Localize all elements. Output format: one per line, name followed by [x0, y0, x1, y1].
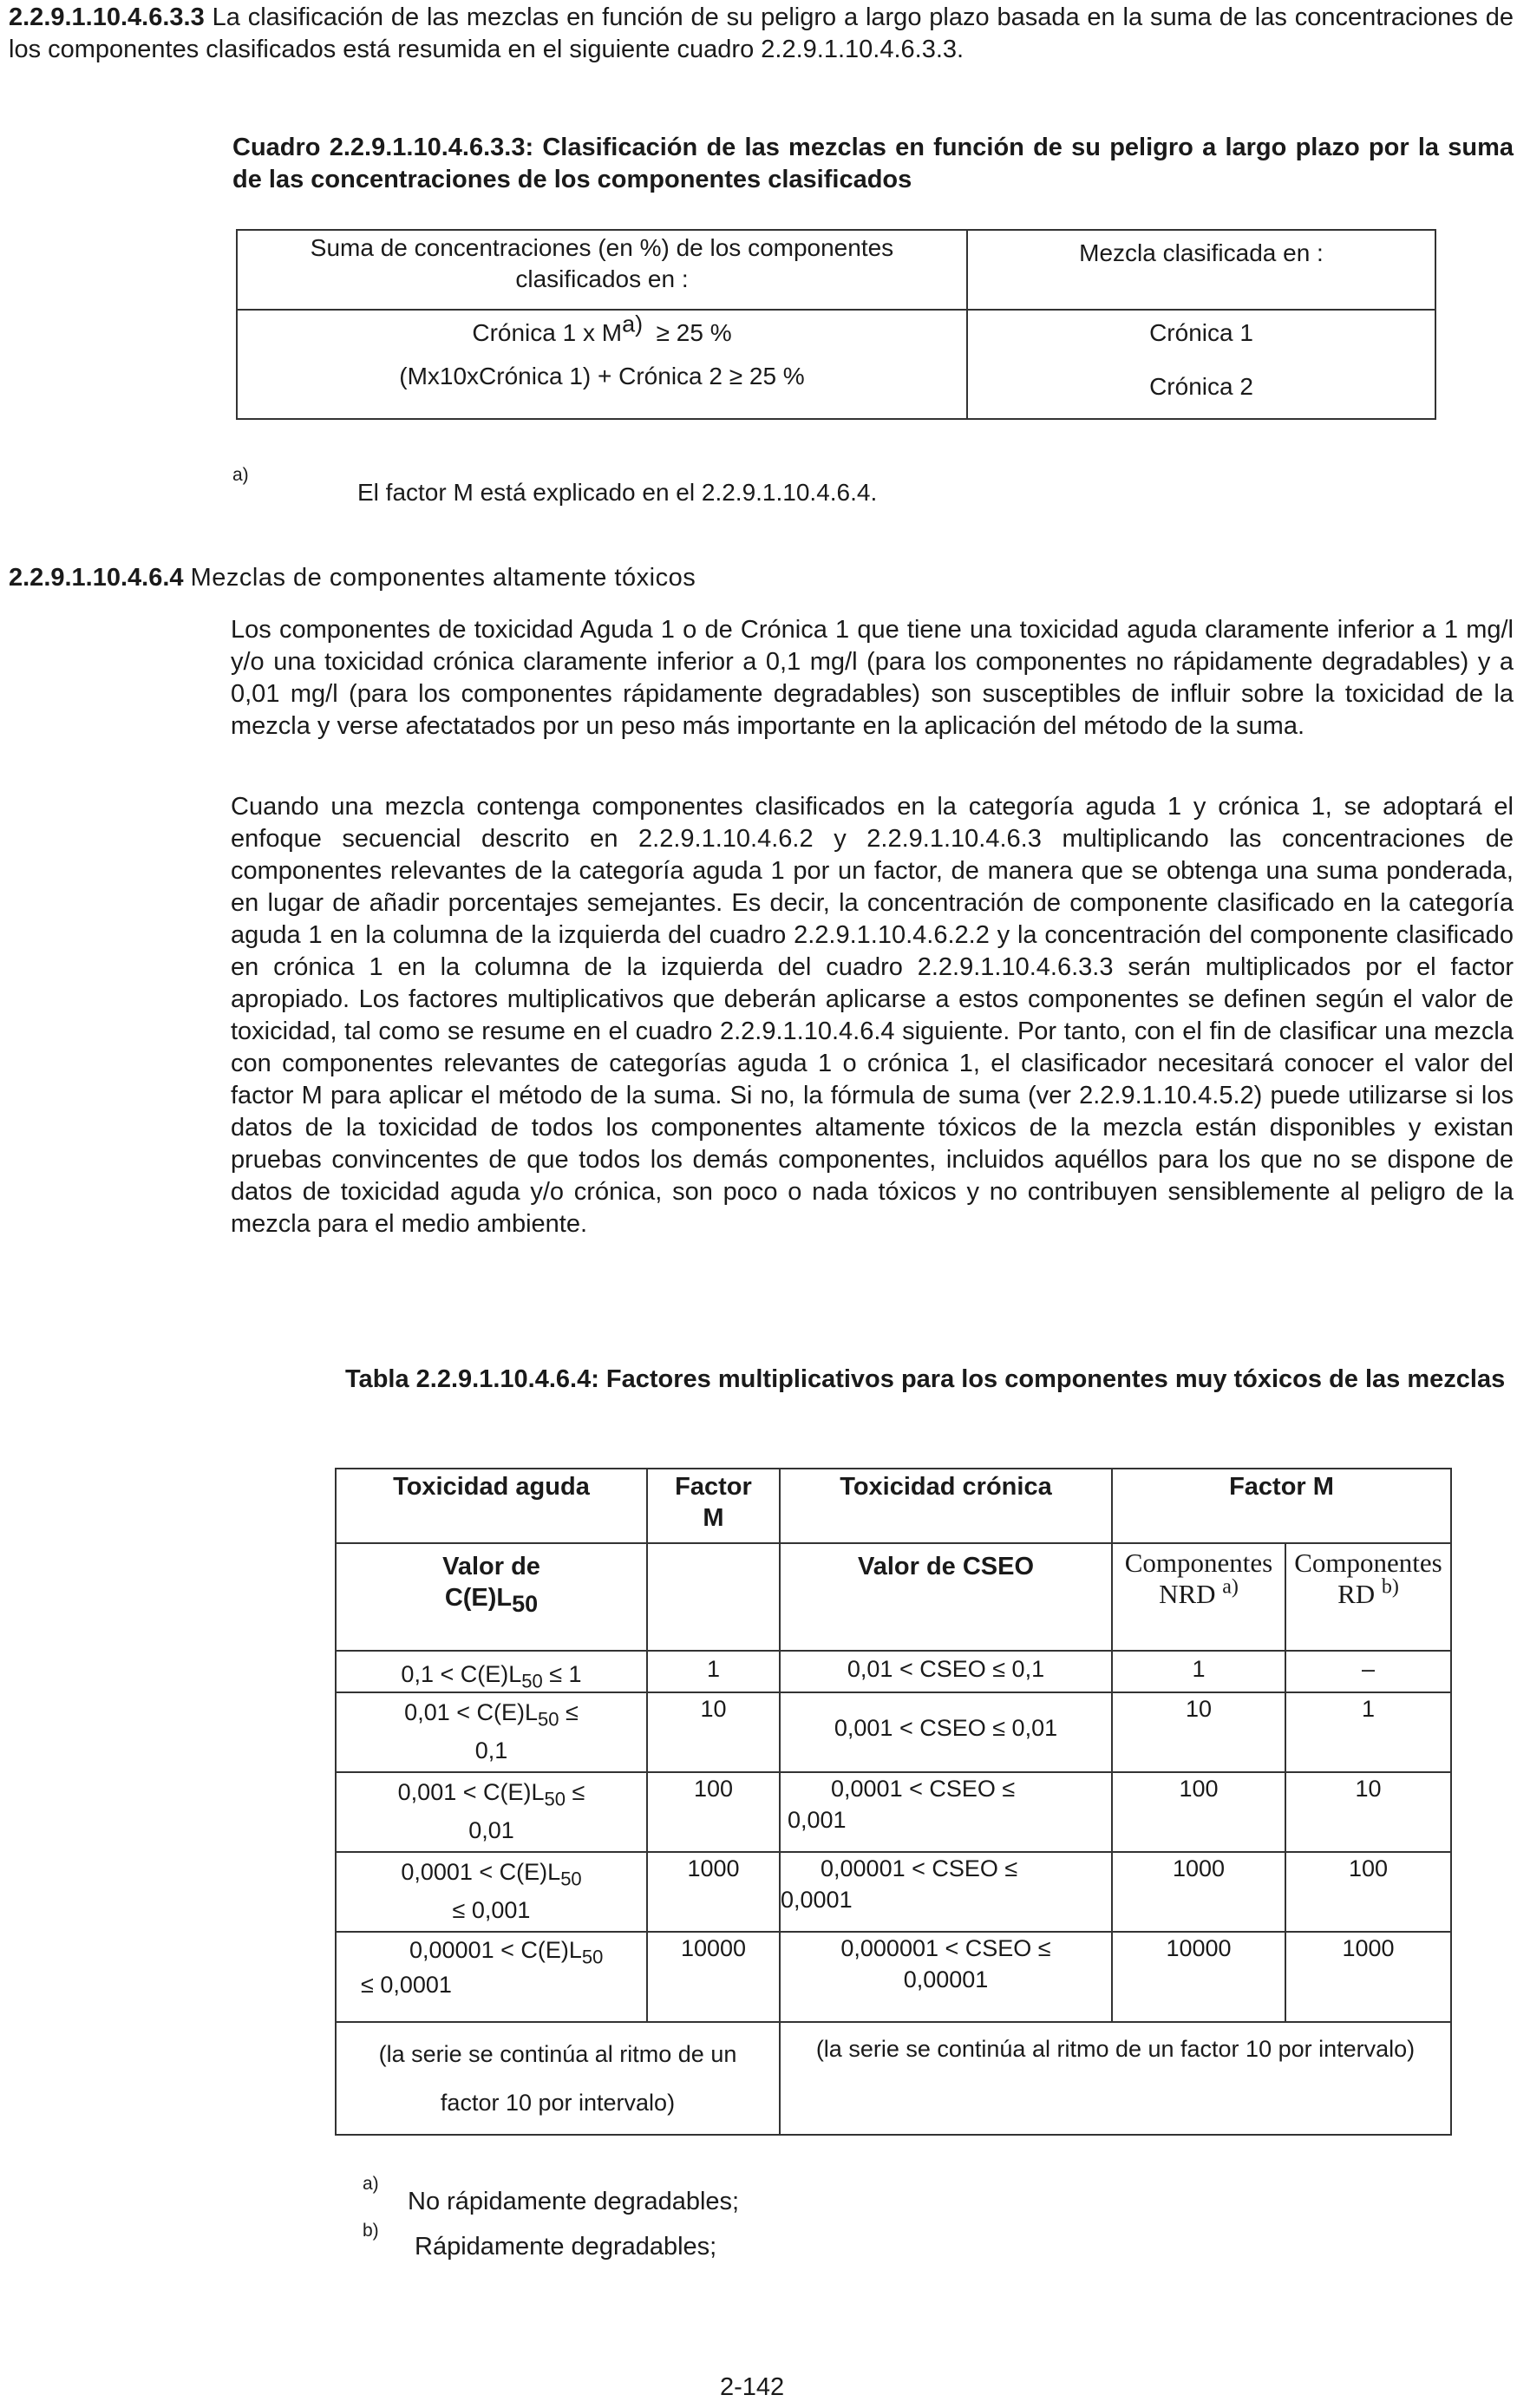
table1-header-divider	[238, 309, 1435, 311]
table2-row3-factor: 100	[693, 1776, 734, 1802]
table2-row5-nrd: 10000	[1166, 1935, 1232, 1961]
table2-row4-nrd: 1000	[1172, 1855, 1226, 1881]
table2-header-cseo: Valor de CSEO	[857, 1553, 1035, 1580]
table2-row2-chronic: 0,001 < CSEO ≤ 0,01	[834, 1715, 1058, 1741]
page-number: 2-142	[720, 2373, 785, 2401]
table2-row3-chronic-line2: 0,001	[788, 1807, 847, 1833]
table2-row2-acute-line1	[337, 1693, 646, 1731]
table2-row2-nrd: 10	[1185, 1696, 1213, 1722]
table2-row3-acute-text: 0,001 < C(E)L	[397, 1779, 545, 1805]
section2-title: Mezclas de componentes altamente tóxicos	[190, 564, 696, 592]
table2-row5-chronic	[781, 1933, 1111, 1995]
table2-row4-acute-line1	[337, 1853, 646, 1891]
table2-series-left-line2: factor 10 por intervalo)	[440, 2090, 676, 2116]
table1-header-left-line2: clasificados en :	[515, 265, 689, 292]
table2-header-factorM: Factor M	[1229, 1473, 1334, 1501]
table2-header-value	[337, 1551, 646, 1617]
table2-row5-acute-line1	[337, 1933, 646, 1967]
table2	[335, 1468, 1452, 2136]
table2-header-rd-sup: b)	[1381, 1575, 1399, 1599]
table2-footnote-b-mark: b)	[363, 2221, 379, 2241]
table2-row1-chronic: 0,01 < CSEO ≤ 0,1	[847, 1656, 1045, 1682]
table2-row5-rd: 1000	[1342, 1935, 1395, 1961]
table2-footnote-b-text: Rápidamente degradables;	[415, 2233, 717, 2261]
intro-text: La clasificación de las mezclas en función de su peligro a largo plazo basada en la suma de las concentraciones de los componentes clasificados está resumida en el siguiente cuadro 2.2.9.1.10.4.6.3.3.	[9, 3, 1514, 63]
table2-row2-acute-text: 0,01 < C(E)L	[404, 1699, 538, 1725]
table2-row3-nrd: 100	[1179, 1776, 1219, 1802]
table2-row3-rd: 10	[1355, 1776, 1382, 1802]
table2-row3-acute-sub: 50	[544, 1788, 566, 1810]
table1	[236, 229, 1436, 420]
table2-row5-acute	[337, 1933, 646, 2002]
table2-row3-acute	[337, 1773, 646, 1849]
table2-header-chronic: Toxicidad crónica	[840, 1473, 1052, 1501]
table2-row2-acute	[337, 1693, 646, 1770]
table2-row4-chronic	[781, 1853, 1111, 1915]
table2-row1-nrd: 1	[1192, 1656, 1206, 1682]
table2-row4-acute-text: 0,0001 < C(E)L	[401, 1859, 561, 1885]
table2-row2-rd: 1	[1361, 1696, 1376, 1722]
table1-row2-right: Crónica 2	[1149, 373, 1253, 400]
table2-hline-7	[337, 2021, 1450, 2023]
table1-row1-right: Crónica 1	[1149, 319, 1253, 346]
table2-header-value-line2	[337, 1582, 646, 1617]
table2-row5-chronic-line1: 0,000001 < CSEO ≤	[840, 1935, 1051, 1961]
table2-header-rd-line2	[1286, 1575, 1450, 1610]
table1-footnote-mark: a)	[232, 465, 249, 485]
table2-row3-chronic-line1: 0,0001 < CSEO ≤	[831, 1776, 1016, 1802]
table2-header-factor-line1: Factor	[675, 1473, 752, 1501]
table2-row1-acute-sub: 50	[521, 1670, 543, 1692]
table2-row2-acute-sub: 50	[538, 1708, 559, 1731]
table2-footnote-a-mark: a)	[363, 2174, 379, 2194]
table2-series-right: (la serie se continúa al ritmo de un factor 10 por intervalo)	[815, 2036, 1416, 2062]
table2-row1-factor: 1	[706, 1656, 721, 1682]
table2-hline-1	[337, 1542, 1450, 1544]
table2-row1-rd: –	[1361, 1656, 1376, 1682]
table2-row4-chronic-line2: 0,0001	[781, 1887, 853, 1913]
table2-caption: Tabla 2.2.9.1.10.4.6.4: Factores multiplicativos para los componentes muy tóxicos de las mezclas	[345, 1365, 1506, 1393]
table2-row4-factor: 1000	[687, 1855, 740, 1881]
table2-row2-acute-line2: 0,1	[474, 1737, 508, 1763]
table2-header-value-cel: C(E)L	[444, 1584, 513, 1612]
table2-row4-acute	[337, 1853, 646, 1929]
table1-footnote-text: El factor M está explicado en el 2.2.9.1.10.4.6.4.	[357, 479, 878, 506]
table2-series-left	[337, 2030, 779, 2127]
table2-header-factor	[648, 1471, 779, 1534]
table2-header-value-line1: Valor de	[442, 1553, 540, 1580]
table2-header-nrd	[1113, 1548, 1285, 1610]
table2-row3-acute-bound: ≤	[572, 1779, 585, 1805]
section2-paragraph-2: Cuando una mezcla contenga componentes clasificados en la categoría aguda 1 y crónica 1, se adoptará el enfoque secuencial descrito en 2.2.9.1.10.4.6.2 y 2.2.9.1.10.4.6.3 multiplicando las concentraciones de componentes relevantes de la categoría aguda 1 por un factor, de manera que se obtenga una suma ponderada, en lugar de añadir porcentajes semejantes. Es decir, la concentración de componente clasificado en la categoría aguda 1 en la columna de la izquierda del cuadro 2.2.9.1.10.4.6.2.2 y la concentración del componente clasificado en crónica 1 en la columna de la izquierda del cuadro 2.2.9.1.10.4.6.3.3 serán multiplicados por el factor apropiado. Los factores multiplicativos que deberán aplicarse a estos componentes se definen según el valor de toxicidad, tal como se resume en el cuadro 2.2.9.1.10.4.6.4 siguiente. Por tanto, con el fin de clasificar una mezcla con componentes relevantes de categorías aguda 1 o crónica 1, el clasificador necesitará conocer el valor del factor M para aplicar el método de la suma. Si no, la fórmula de suma (ver 2.2.9.1.10.4.5.2) puede utilizarse si los datos de la toxicidad de todos los componentes altamente tóxicos de la mezcla están disponibles y existan pruebas convincentes de que todos los demás componentes, incluidos aquéllos para los que no se dispone de datos de toxicidad aguda y/o crónica, son poco o nada tóxicos y no contribuyen sensiblemente al peligro de la mezcla para el medio ambiente.	[231, 793, 1514, 1238]
table2-header-rd	[1286, 1548, 1450, 1610]
table2-hline-2	[337, 1650, 1450, 1652]
table1-header-left	[246, 232, 958, 295]
table1-row1-left-threshold: ≥ 25 %	[656, 319, 732, 346]
table1-row2-left: (Mx10xCrónica 1) + Crónica 2 ≥ 25 %	[399, 363, 805, 389]
table2-row5-acute-sub: 50	[581, 1946, 604, 1968]
table2-row5-factor: 10000	[680, 1935, 747, 1961]
table2-row5-chronic-line2: 0,00001	[903, 1966, 989, 1992]
table2-row3-acute-line2: 0,01	[468, 1817, 514, 1843]
table2-footnote-a-text: No rápidamente degradables;	[408, 2188, 740, 2215]
table2-row3-acute-line1	[337, 1773, 646, 1811]
table2-header-nrd-sup: a)	[1222, 1575, 1239, 1599]
table2-header-nrd-label: NRD	[1159, 1579, 1216, 1609]
table2-row5-acute-line2: ≤ 0,0001	[361, 1972, 452, 1998]
table2-row1-acute	[337, 1659, 646, 1690]
table2-header-value-sub: 50	[512, 1590, 539, 1617]
table2-row1-acute-bound: ≤ 1	[549, 1661, 582, 1687]
table1-row1-left-text: Crónica 1 x M	[472, 319, 623, 346]
table2-row4-acute-sub: 50	[560, 1868, 582, 1890]
table2-row2-factor: 10	[700, 1696, 727, 1722]
table1-header-left-line1: Suma de concentraciones (en %) de los componentes	[310, 234, 894, 261]
table1-row1-left	[238, 311, 966, 349]
table2-header-acute: Toxicidad aguda	[393, 1473, 590, 1501]
table2-row2-acute-bound: ≤	[566, 1699, 579, 1725]
table2-row4-acute-line2: ≤ 0,001	[452, 1897, 531, 1923]
table2-header-factor-line2: M	[703, 1504, 724, 1532]
table2-header-nrd-line2	[1113, 1575, 1285, 1610]
intro-section-number: 2.2.9.1.10.4.6.3.3	[9, 3, 205, 31]
table2-row4-chronic-line1: 0,00001 < CSEO ≤	[821, 1855, 1018, 1881]
table2-header-rd-label: RD	[1337, 1579, 1376, 1609]
section2-heading	[9, 562, 1483, 594]
table1-caption: Cuadro 2.2.9.1.10.4.6.3.3: Clasificación de las mezclas en función de su peligro a largo plazo por la suma de las concentraciones de los componentes clasificados	[232, 134, 1514, 193]
section2-number: 2.2.9.1.10.4.6.4	[9, 564, 184, 592]
table2-header-nrd-line1: Componentes	[1124, 1548, 1273, 1578]
table1-row1-sup: a)	[622, 311, 644, 337]
table2-row1-acute-text: 0,1 < C(E)L	[401, 1661, 522, 1687]
table2-header-rd-line1: Componentes	[1294, 1548, 1442, 1578]
table2-row4-rd: 100	[1348, 1855, 1389, 1881]
intro-paragraph	[9, 2, 1514, 66]
section2-paragraph-1: Los componentes de toxicidad Aguda 1 o de Crónica 1 que tiene una toxicidad aguda claramente inferior a 1 mg/l y/o una toxicidad crónica claramente inferior a 0,1 mg/l (para los componentes no rápidamente degradables) y a 0,01 mg/l (para los componentes rápidamente degradables) son susceptibles de influir sobre la toxicidad de la mezcla y verse afectatados por un peso más importante en la aplicación del método de la suma.	[231, 616, 1514, 740]
table2-row3-chronic	[781, 1773, 1111, 1835]
table2-row5-acute-text: 0,00001 < C(E)L	[409, 1937, 582, 1963]
table2-series-left-line1: (la serie se continúa al ritmo de un	[378, 2041, 737, 2067]
table1-header-right: Mezcla clasificada en :	[1079, 239, 1324, 266]
